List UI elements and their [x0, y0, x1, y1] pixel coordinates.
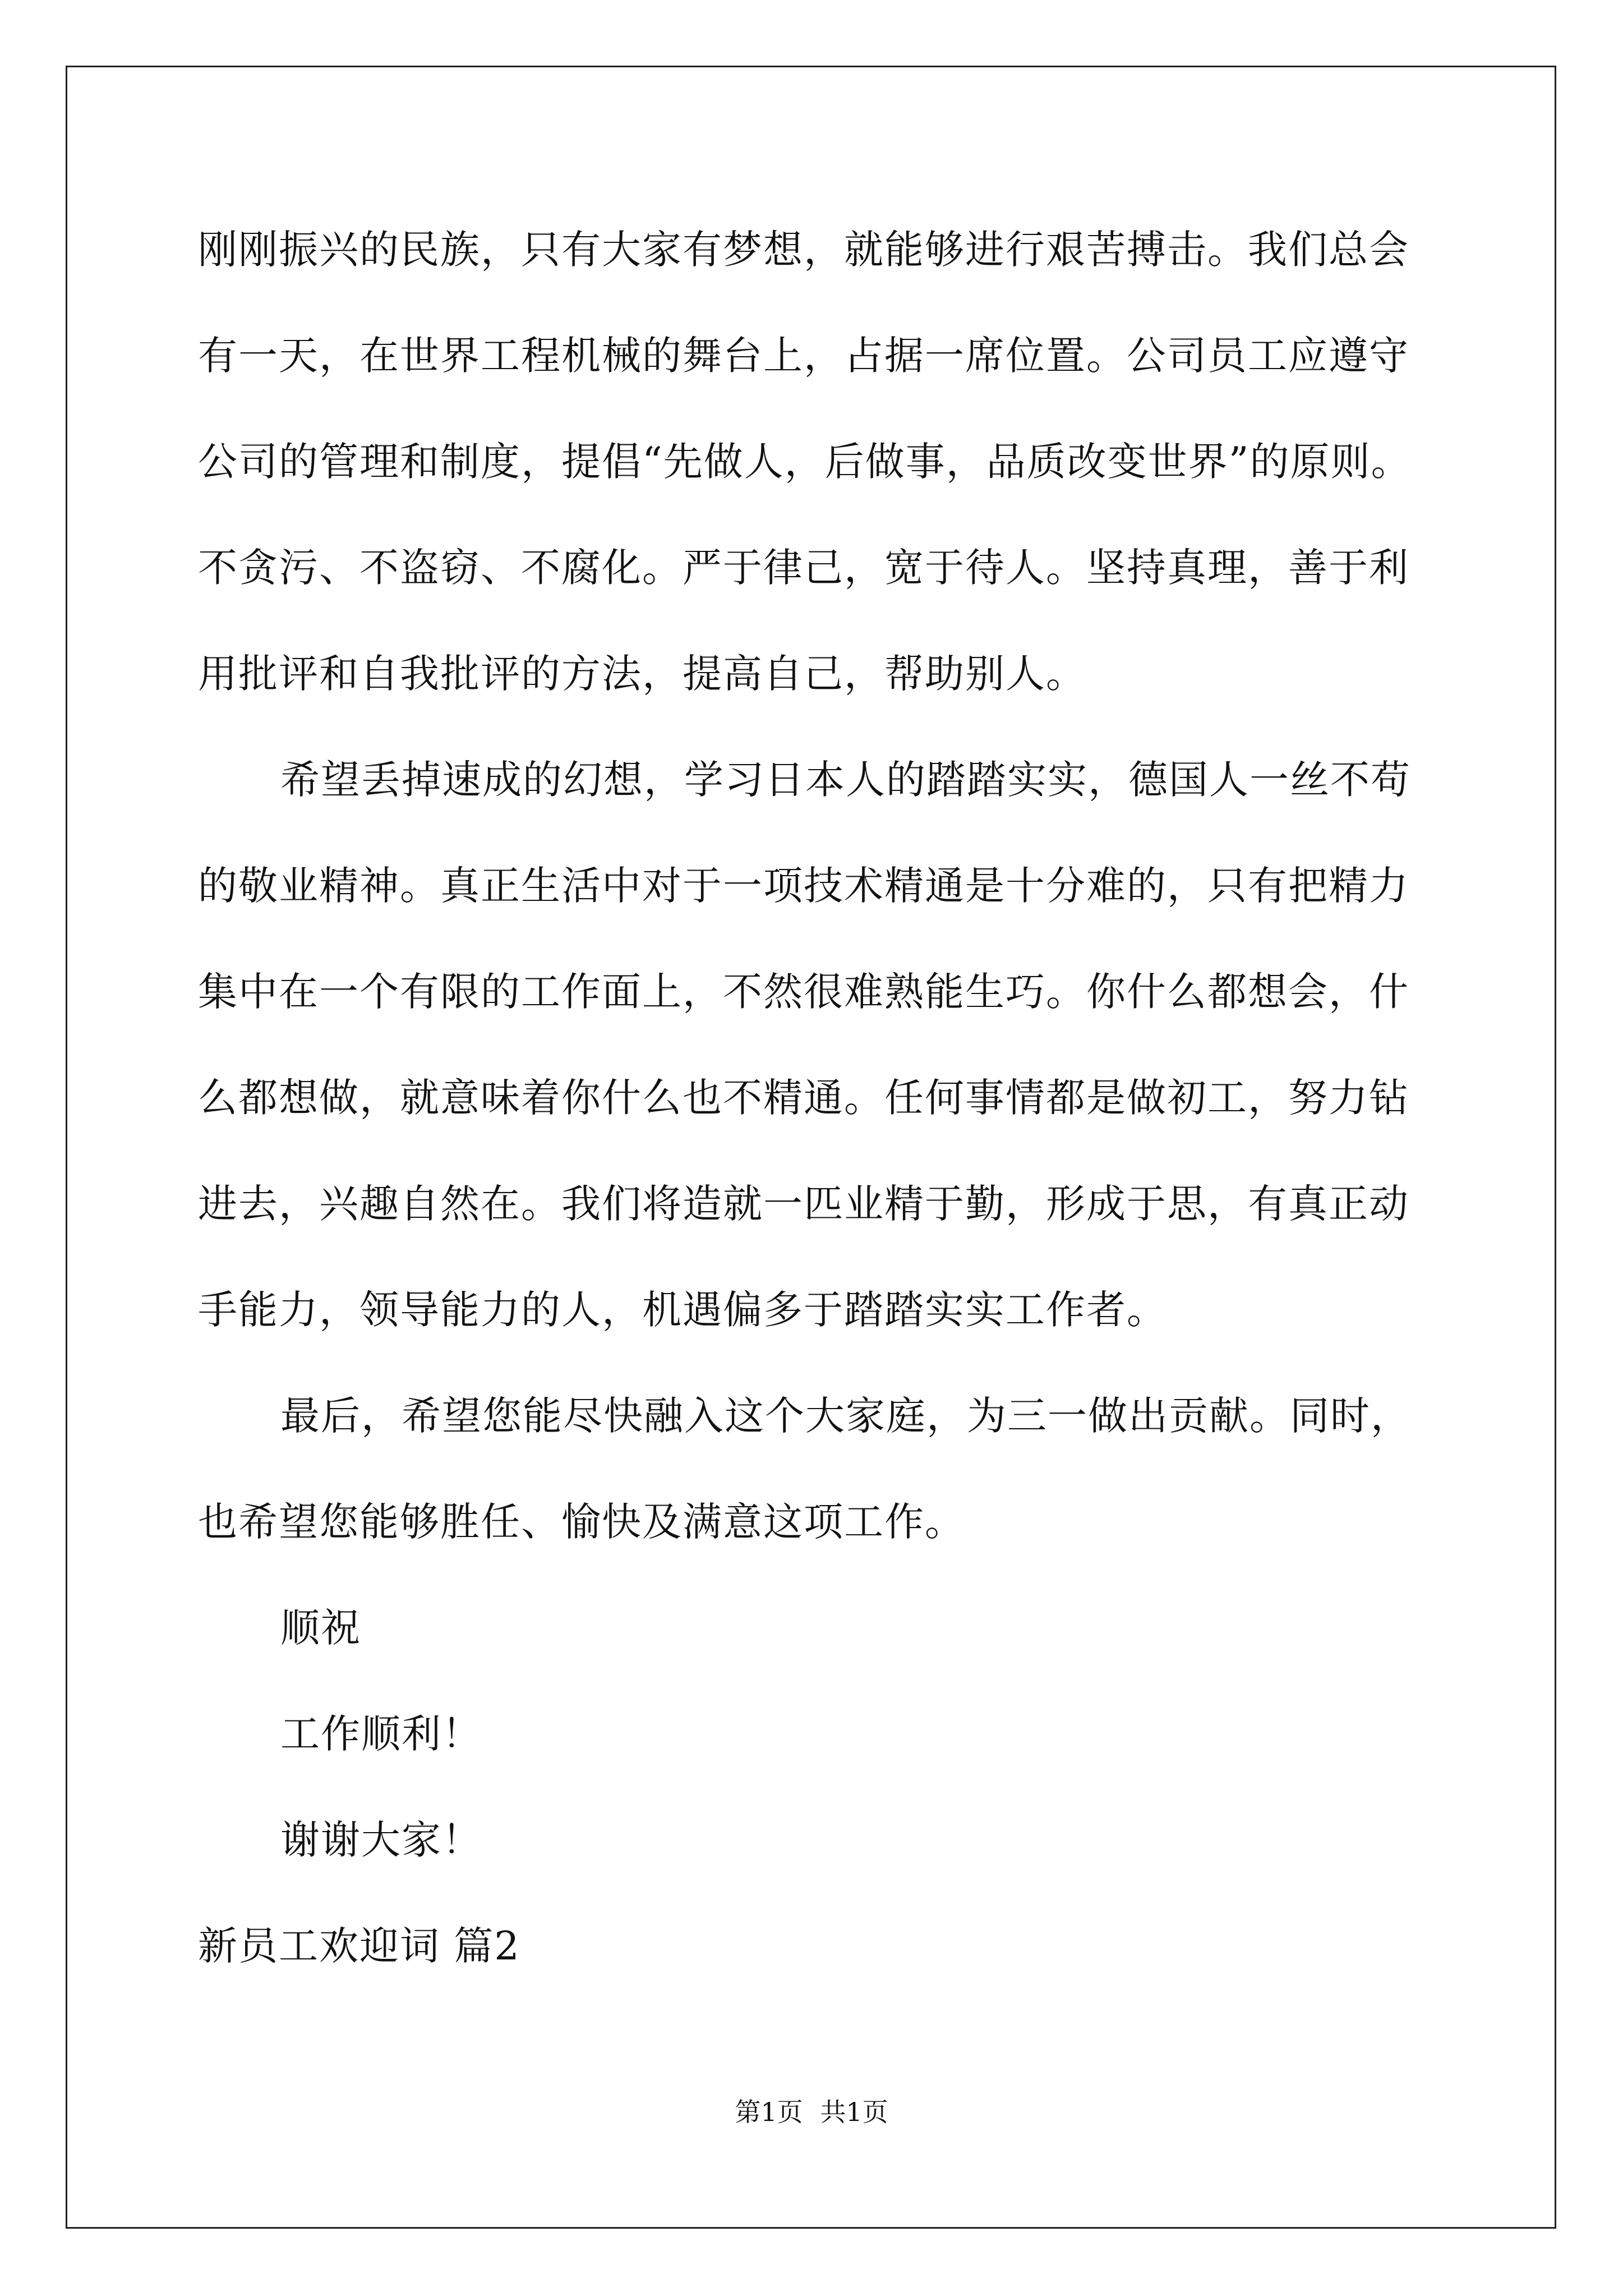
body-line: 的敬业精神。真正生活中对于一项技术精通是十分难的，只有把精力 [198, 863, 1409, 909]
body-line: 集中在一个有限的工作面上，不然很难熟能生巧。你什么都想会，什 [198, 969, 1409, 1015]
body-line: 用批评和自我批评的方法，提高自己，帮助别人。 [198, 651, 1086, 697]
page-number: 第1页 [735, 2097, 803, 2127]
page-border [66, 66, 1556, 2229]
body-line: 进去，兴趣自然在。我们将造就一匹业精于勤，形成于思，有真正动 [198, 1181, 1409, 1227]
body-line: 也希望您能够胜任、愉快及满意这项工作。 [198, 1499, 965, 1545]
body-line: 有一天，在世界工程机械的舞台上，占据一席位置。公司员工应遵守 [198, 333, 1409, 379]
body-line: 不贪污、不盗窃、不腐化。严于律己，宽于待人。坚持真理，善于利 [198, 545, 1409, 591]
body-line: 手能力，领导能力的人，机遇偏多于踏踏实实工作者。 [198, 1287, 1167, 1333]
body-line: 刚刚振兴的民族，只有大家有梦想，就能够进行艰苦搏击。我们总会 [198, 227, 1409, 273]
body-line: 最后，希望您能尽快融入这个大家庭，为三一做出贡献。同时， [280, 1393, 1411, 1439]
section-heading: 新员工欢迎词 篇2 [198, 1923, 520, 1969]
page-footer [0, 2095, 1623, 2129]
page-total: 共1页 [820, 2097, 888, 2127]
body-line: 希望丢掉速成的幻想，学习日本人的踏踏实实，德国人一丝不苟 [280, 757, 1411, 803]
body-line: 公司的管理和制度，提倡“先做人，后做事，品质改变世界”的原则。 [198, 439, 1412, 485]
closing-line: 顺祝 [280, 1605, 361, 1651]
body-line: 么都想做，就意味着你什么也不精通。任何事情都是做初工，努力钻 [198, 1075, 1409, 1121]
closing-line: 工作顺利！ [280, 1711, 482, 1757]
closing-line: 谢谢大家！ [280, 1817, 482, 1863]
